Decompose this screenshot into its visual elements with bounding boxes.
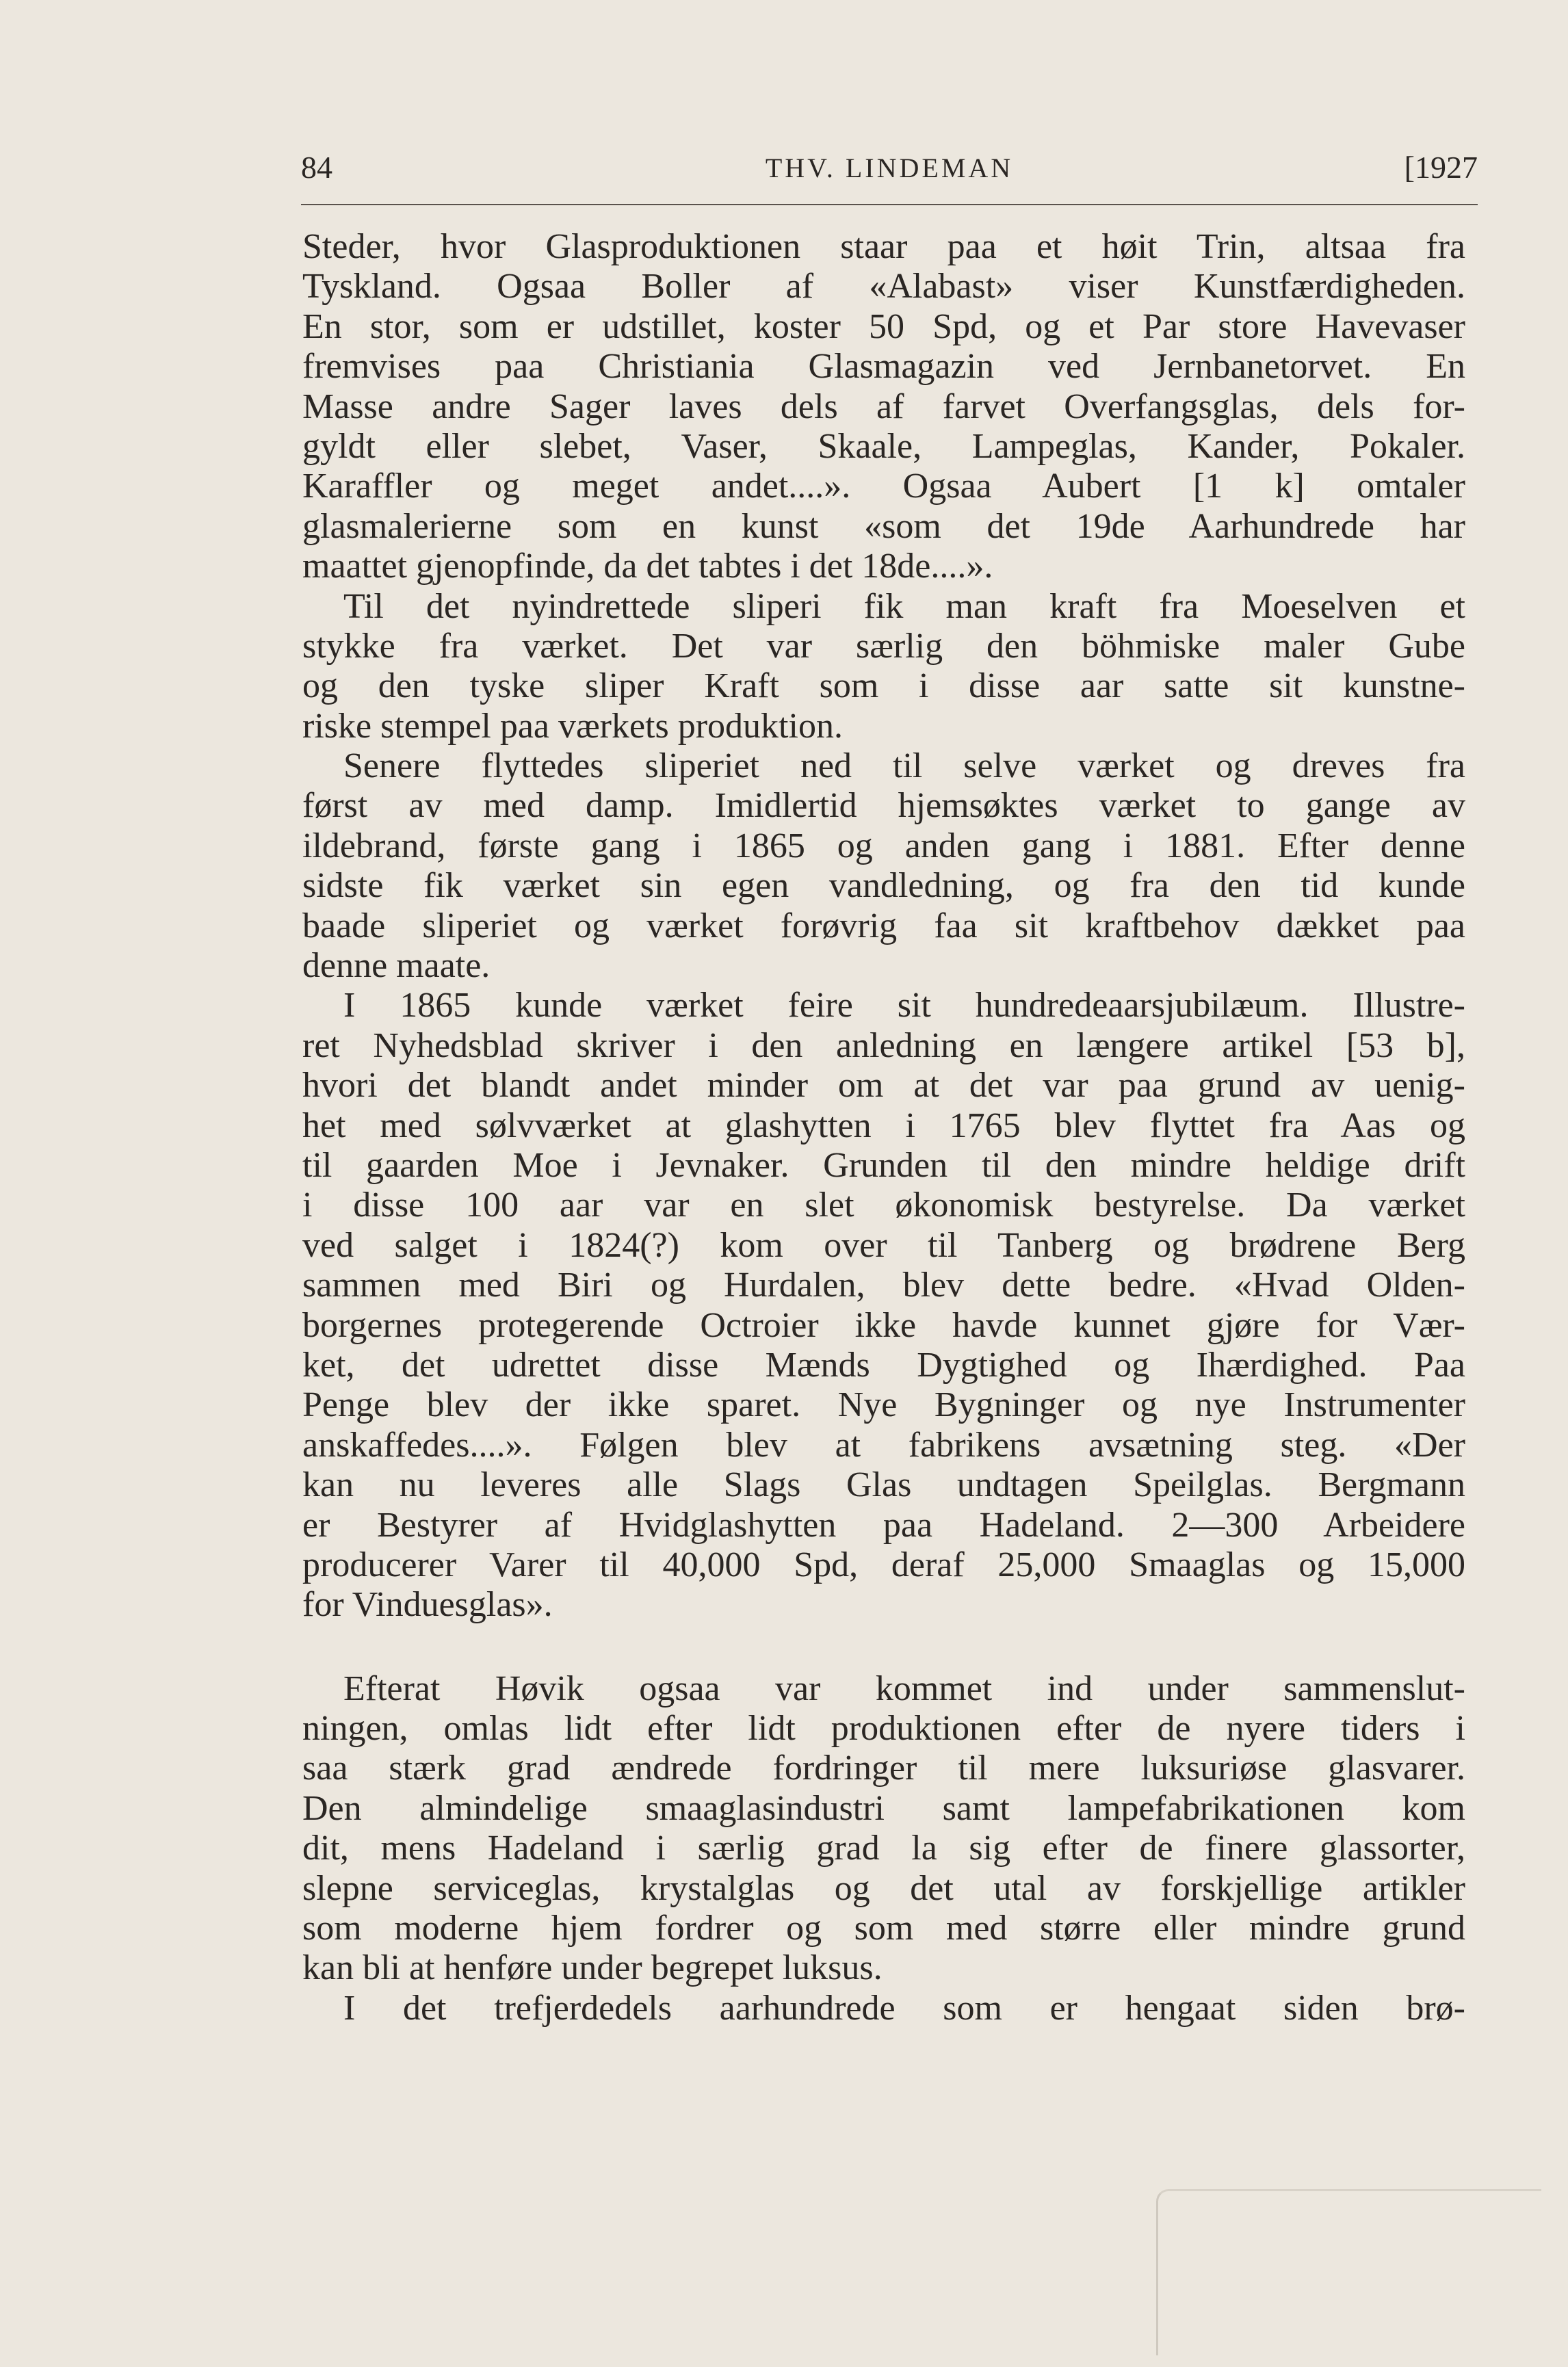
- text-line: Til det nyindrettede sliperi fik man kraft fra Moeselven et: [343, 586, 1465, 626]
- year-label: [1927: [1404, 150, 1478, 185]
- text-line: sidste fik værket sin egen vandledning, og fra den tid kunde: [302, 866, 1465, 906]
- text-line: kan bli at henføre under begrepet luksus.: [302, 1948, 883, 1988]
- text-line: i disse 100 aar var en slet økonomisk bestyrelse. Da værket: [302, 1186, 1465, 1225]
- text-line: Karaffler og meget andet....». Ogsaa Aubert [1 k] omtaler: [302, 467, 1465, 506]
- text-line: for Vinduesglas».: [302, 1585, 553, 1625]
- text-line: er Bestyrer af Hvidglashytten paa Hadeland. 2—300 Arbeidere: [302, 1505, 1465, 1545]
- text-line: til gaarden Moe i Jevnaker. Grunden til den mindre heldige drift: [302, 1145, 1465, 1185]
- text-line: riske stempel paa værkets produktion.: [302, 706, 843, 746]
- text-line: I det trefjerdedels aarhundrede som er hengaat siden brø-: [343, 1988, 1465, 2028]
- text-line: denne maate.: [302, 946, 491, 986]
- text-line: som moderne hjem fordrer og som med større eller mindre grund: [302, 1909, 1465, 1948]
- text-line: sammen med Biri og Hurdalen, blev dette bedre. «Hvad Olden-: [302, 1266, 1465, 1305]
- text-line: kan nu leveres alle Slags Glas undtagen Speilglas. Bergmann: [302, 1465, 1465, 1505]
- text-line: Tyskland. Ogsaa Boller af «Alabast» viser Kunstfærdigheden.: [302, 267, 1465, 306]
- text-line: ningen, omlas lidt efter lidt produktionen efter de nyere tiders i: [302, 1709, 1465, 1749]
- text-line: producerer Varer til 40,000 Spd, deraf 25,000 Smaaglas og 15,000: [302, 1545, 1465, 1584]
- text-line: hvori det blandt andet minder om at det var paa grund av uenig-: [302, 1066, 1465, 1106]
- author-name: THV. LINDEMAN: [765, 153, 1014, 183]
- page-number: 84: [301, 150, 332, 185]
- text-line: dit, mens Hadeland i særlig grad la sig efter de finere glassorter,: [302, 1829, 1465, 1868]
- text-line: I 1865 kunde værket feire sit hundredeaarsjubilæum. Illustre-: [343, 986, 1465, 1025]
- text-line: borgernes protegerende Octroier ikke havde kunnet gjøre for Vær-: [302, 1305, 1465, 1345]
- text-line: Masse andre Sager laves dels af farvet Overfangsglas, dels for-: [302, 387, 1465, 426]
- text-line: maattet gjenopfinde, da det tabtes i det 18de....».: [302, 547, 993, 586]
- text-line: Den almindelige smaaglasindustri samt lampefabrikationen kom: [302, 1788, 1465, 1828]
- text-line: slepne serviceglas, krystalglas og det utal av forskjellige artikler: [302, 1868, 1465, 1908]
- text-line: ket, det udrettet disse Mænds Dygtighed og Ihærdighed. Paa: [302, 1345, 1465, 1385]
- text-line: gyldt eller slebet, Vaser, Skaale, Lampeglas, Kander, Pokaler.: [302, 426, 1465, 466]
- text-line: baade sliperiet og værket forøvrig faa sit kraftbehov dækket paa: [302, 906, 1465, 945]
- text-line: Steder, hvor Glasproduktionen staar paa et høit Trin, altsaa fra: [302, 227, 1465, 266]
- text-line: Senere flyttedes sliperiet ned til selve værket og dreves fra: [343, 746, 1465, 786]
- page-tab-mark: [1156, 2189, 1541, 2355]
- text-line: og den tyske sliper Kraft som i disse aar satte sit kunstne-: [302, 666, 1465, 706]
- body-text: [302, 227, 1465, 2028]
- header-rule: [301, 204, 1478, 205]
- text-line: En stor, som er udstillet, koster 50 Spd, og et Par store Havevaser: [302, 306, 1465, 346]
- text-line: saa stærk grad ændrede fordringer til mere luksuriøse glasvarer.: [302, 1749, 1465, 1788]
- text-line: stykke fra værket. Det var særlig den böhmiske maler Gube: [302, 626, 1465, 666]
- text-line: glasmalerierne som en kunst «som det 19de Aarhundrede har: [302, 506, 1465, 546]
- text-line: het med sølvværket at glashytten i 1765 blev flyttet fra Aas og: [302, 1106, 1465, 1145]
- text-line: Penge blev der ikke sparet. Nye Bygninger og nye Instrumenter: [302, 1385, 1465, 1425]
- text-line: anskaffedes....». Følgen blev at fabrikens avsætning steg. «Der: [302, 1425, 1465, 1465]
- running-head: [301, 149, 1478, 197]
- text-line: ildebrand, første gang i 1865 og anden gang i 1881. Efter denne: [302, 826, 1465, 865]
- text-line: ret Nyhedsblad skriver i den anledning en længere artikel [53 b],: [302, 1025, 1465, 1065]
- text-line: først av med damp. Imidlertid hjemsøktes værket to gange av: [302, 786, 1465, 826]
- text-line: ved salget i 1824(?) kom over til Tanberg og brødrene Berg: [302, 1225, 1465, 1265]
- paragraph-gap: [302, 1625, 1465, 1669]
- text-line: fremvises paa Christiania Glasmagazin ved Jernbanetorvet. En: [302, 347, 1465, 387]
- text-line: Efterat Høvik ogsaa var kommet ind under sammenslut-: [343, 1669, 1465, 1708]
